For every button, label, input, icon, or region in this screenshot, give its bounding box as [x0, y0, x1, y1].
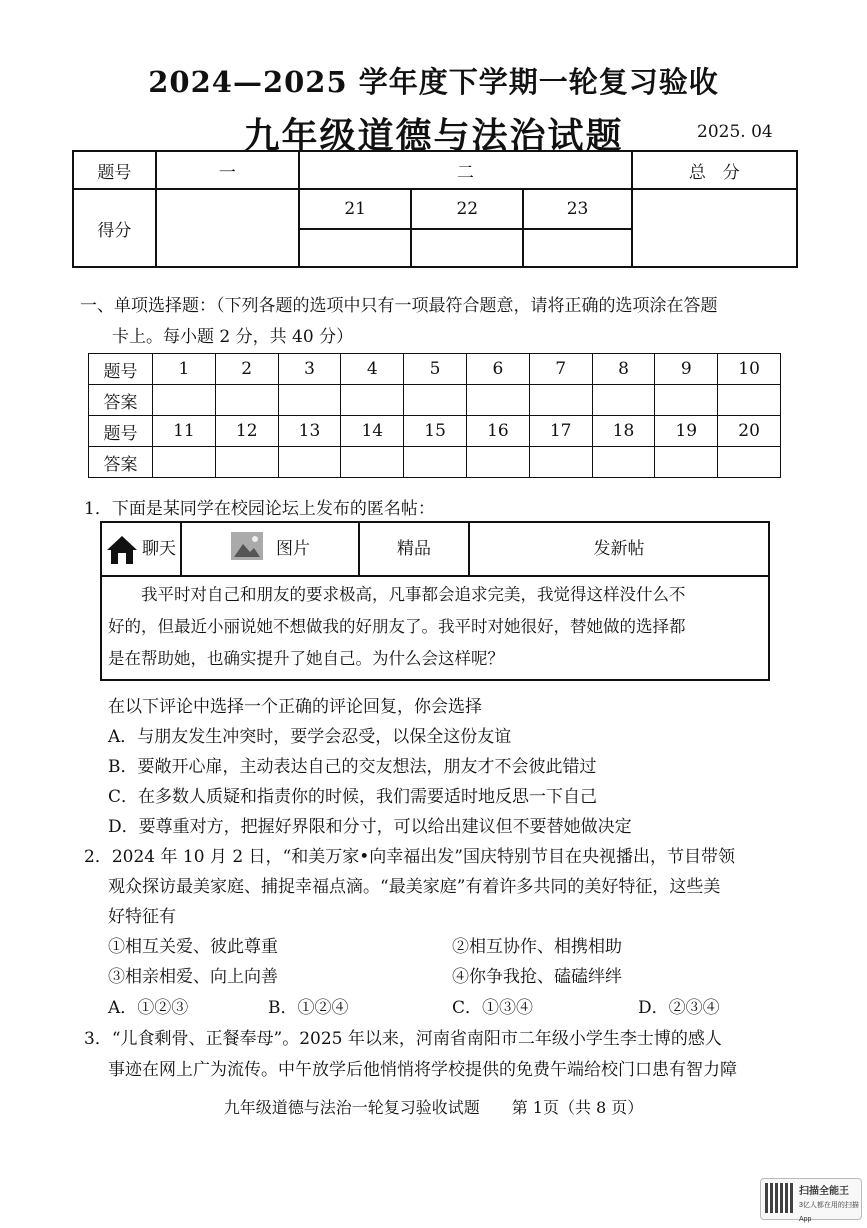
- score-label-score: 得分: [73, 189, 156, 267]
- answer-cell[interactable]: [718, 447, 781, 478]
- q3-line2: 事迹在网上广为流传。中午放学后他悄悄将学校提供的免费午端给校门口患有智力障: [108, 1060, 737, 1080]
- grid-number: 19: [655, 416, 718, 447]
- q2-line2: 观众探访最美家庭、捕捉幸福点滴。“最美家庭”有着许多共同的美好特征，这些美: [108, 877, 721, 897]
- q2-item-3: ③相亲相爱、向上向善: [108, 967, 278, 987]
- grid-number: 11: [153, 416, 216, 447]
- answer-cell[interactable]: [466, 385, 529, 416]
- forum-new-post[interactable]: 发新帖: [593, 539, 645, 559]
- q2-item-4: ④你争我抢、磕磕绊绊: [452, 967, 622, 987]
- score-cell-21: [299, 229, 411, 267]
- q1-option-d: D．要尊重对方，把握好界限和分寸，可以给出建议但不要替她做决定: [108, 817, 632, 837]
- home-icon: [106, 535, 138, 565]
- score-sub-21: 21: [299, 189, 411, 229]
- grid-number: 4: [341, 354, 404, 385]
- answer-cell[interactable]: [341, 447, 404, 478]
- q2-choice-d: D．②③④: [638, 998, 720, 1018]
- grid-label-answer: 答案: [89, 447, 153, 478]
- answer-cell[interactable]: [215, 447, 278, 478]
- answer-cell[interactable]: [153, 385, 216, 416]
- score-col-2: 二: [299, 151, 632, 189]
- page-footer: 九年级道德与法治一轮复习验收试题 第 1页（共 8 页）: [223, 1098, 644, 1117]
- answer-cell[interactable]: [592, 447, 655, 478]
- q1-option-b: B．要敞开心扉，主动表达自己的交友想法，朋友才不会彼此错过: [108, 757, 597, 777]
- score-sub-23: 23: [523, 189, 631, 229]
- answer-cell[interactable]: [655, 385, 718, 416]
- grid-number: 16: [466, 416, 529, 447]
- answer-cell[interactable]: [215, 385, 278, 416]
- grid-number: 3: [278, 354, 341, 385]
- grid-label-number: 题号: [89, 354, 153, 385]
- forum-post-content: [108, 579, 760, 675]
- grid-label-number: 题号: [89, 416, 153, 447]
- badge-subtitle: 3亿人都在用的扫描App: [799, 1202, 859, 1223]
- q2-choice-b: B．①②④: [268, 998, 349, 1018]
- score-sub-22: 22: [411, 189, 523, 229]
- grid-number: 17: [529, 416, 592, 447]
- answer-cell[interactable]: [529, 447, 592, 478]
- answer-cell[interactable]: [466, 447, 529, 478]
- q1-stem: 1．下面是某同学在校园论坛上发布的匿名帖：: [84, 499, 435, 519]
- answer-cell[interactable]: [529, 385, 592, 416]
- exam-title-line2: 九年级道德与法治试题: [243, 115, 624, 157]
- forum-tab-chat[interactable]: [102, 523, 182, 575]
- grid-number: 13: [278, 416, 341, 447]
- grid-number: 5: [404, 354, 467, 385]
- grid-number: 2: [215, 354, 278, 385]
- answer-cell[interactable]: [404, 447, 467, 478]
- exam-date: 2025. 04: [697, 122, 773, 142]
- answer-cell[interactable]: [278, 385, 341, 416]
- forum-tab-bar: [102, 523, 768, 577]
- section1-heading-line2: 卡上。每小题 2 分，共 40 分）: [112, 327, 354, 347]
- answer-cell[interactable]: [278, 447, 341, 478]
- qr-code-icon: [765, 1183, 795, 1213]
- exam-title-line1: 2024—2025 学年度下学期一轮复习验收: [148, 65, 719, 99]
- q2-item-2: ②相互协作、相携相助: [452, 937, 622, 957]
- q1-prompt: 在以下评论中选择一个正确的评论回复，你会选择: [108, 697, 482, 717]
- score-cell-total: [632, 189, 797, 267]
- score-col-1: 一: [156, 151, 299, 189]
- score-label-number: 题号: [73, 151, 156, 189]
- grid-number: 10: [718, 354, 781, 385]
- q2-choice-a: A．①②③: [108, 998, 189, 1018]
- q2-line1: 2．2024 年 10 月 2 日，“和美万家•向幸福出发”国庆特别节目在央视播出，节目带领: [84, 847, 735, 867]
- image-icon: [230, 531, 264, 561]
- scanner-badge: [760, 1178, 862, 1223]
- grid-number: 12: [215, 416, 278, 447]
- answer-grid: [88, 353, 781, 478]
- answer-cell[interactable]: [341, 385, 404, 416]
- score-cell-23: [523, 229, 631, 267]
- grid-label-answer: 答案: [89, 385, 153, 416]
- answer-cell[interactable]: [655, 447, 718, 478]
- q2-line3: 好特征有: [108, 907, 176, 927]
- grid-number: 15: [404, 416, 467, 447]
- forum-tab-label: 图片: [276, 539, 310, 559]
- answer-cell[interactable]: [718, 385, 781, 416]
- answer-cell[interactable]: [404, 385, 467, 416]
- answer-cell[interactable]: [592, 385, 655, 416]
- post-line: 是在帮助她，也确实提升了她自己。为什么会这样呢？: [108, 649, 504, 668]
- q1-option-a: A．与朋友发生冲突时，要学会忍受，以保全这份友谊: [108, 727, 512, 747]
- post-line: 好的，但最近小丽说她不想做我的好朋友了。我平时对她很好，替她做的选择都: [108, 617, 686, 636]
- score-cell-22: [411, 229, 523, 267]
- q2-item-1: ①相互关爱、彼此尊重: [108, 937, 278, 957]
- grid-number: 1: [153, 354, 216, 385]
- post-line: 我平时对自己和朋友的要求极高，凡事都会追求完美，我觉得这样没什么不: [141, 585, 686, 604]
- badge-title: 扫描全能王: [799, 1186, 849, 1197]
- answer-cell[interactable]: [153, 447, 216, 478]
- forum-tab-label: 聊天: [142, 539, 176, 559]
- forum-post-box: [100, 521, 770, 681]
- score-table: [72, 150, 798, 268]
- score-cell-1: [156, 189, 299, 267]
- q2-choice-c: C．①③④: [452, 998, 534, 1018]
- q3-line1: 3．“儿食剩骨、正餐奉母”。2025 年以来，河南省南阳市二年级小学生李士博的感人: [84, 1029, 722, 1049]
- grid-number: 9: [655, 354, 718, 385]
- grid-number: 7: [529, 354, 592, 385]
- grid-number: 18: [592, 416, 655, 447]
- grid-number: 20: [718, 416, 781, 447]
- grid-number: 14: [341, 416, 404, 447]
- forum-tab-images[interactable]: [182, 523, 360, 575]
- section1-heading-line1: 一、单项选择题：（下列各题的选项中只有一项最符合题意，请将正确的选项涂在答题: [80, 296, 718, 316]
- score-col-total: 总 分: [632, 151, 797, 189]
- grid-number: 8: [592, 354, 655, 385]
- q1-option-c: C．在多数人质疑和指责你的时候，我们需要适时地反思一下自己: [108, 787, 598, 807]
- forum-tab-featured[interactable]: 精品: [360, 523, 470, 575]
- grid-number: 6: [466, 354, 529, 385]
